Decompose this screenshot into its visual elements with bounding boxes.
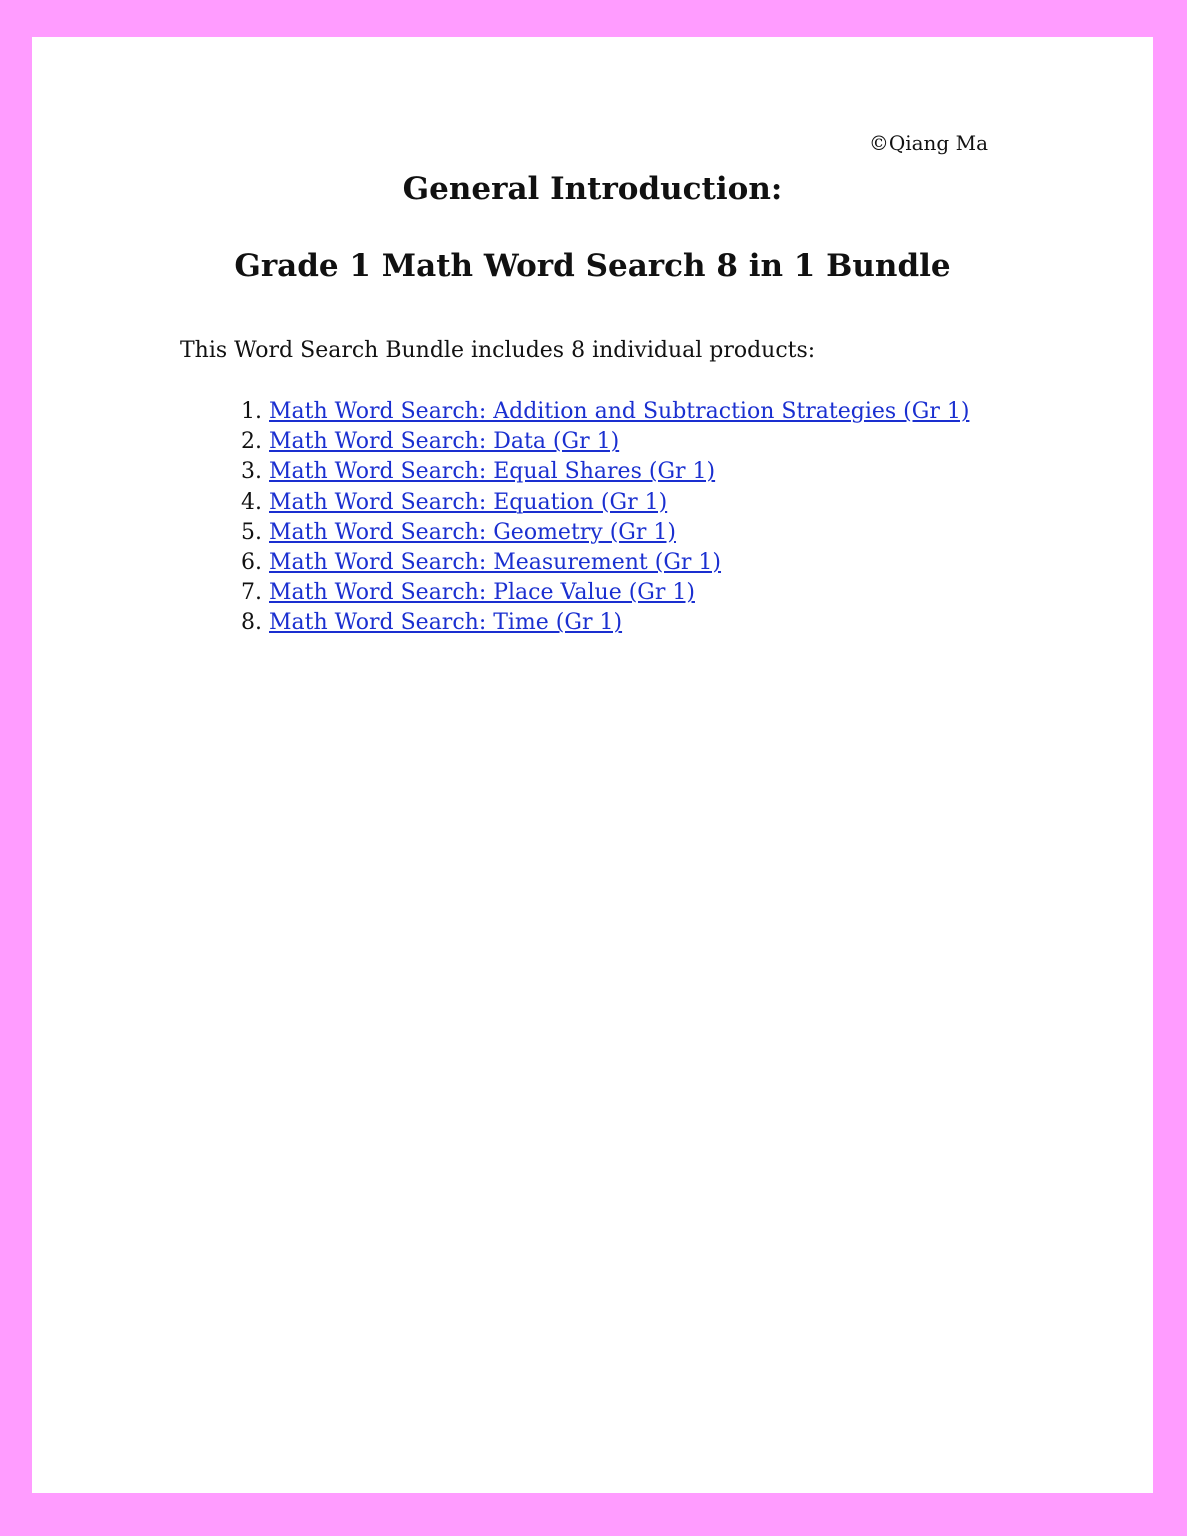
list-item-number: 7. (241, 580, 262, 606)
product-link-equation[interactable]: Math Word Search: Equation (Gr 1) (269, 489, 668, 515)
list-item-number: 2. (241, 429, 262, 455)
product-link-time[interactable]: Math Word Search: Time (Gr 1) (269, 610, 623, 636)
product-link-equal-shares[interactable]: Math Word Search: Equal Shares (Gr 1) (269, 459, 716, 485)
intro-text: This Word Search Bundle includes 8 individual products: (180, 338, 816, 363)
copyright-notice: ©Qiang Ma (868, 131, 988, 155)
document-page (32, 37, 1153, 1493)
page-title: General Introduction: (402, 171, 783, 207)
list-item-number: 3. (241, 459, 262, 485)
product-list (222, 397, 969, 639)
list-item-number: 5. (241, 519, 262, 545)
product-link-data[interactable]: Math Word Search: Data (Gr 1) (269, 429, 620, 455)
list-item (222, 457, 969, 487)
product-link-addition-subtraction[interactable]: Math Word Search: Addition and Subtraction Strategies (Gr 1) (269, 399, 970, 424)
product-link-geometry[interactable]: Math Word Search: Geometry (Gr 1) (269, 519, 676, 545)
list-item-number: 8. (241, 610, 262, 636)
list-item-number: 1. (241, 399, 262, 424)
page-subtitle: Grade 1 Math Word Search 8 in 1 Bundle (234, 248, 951, 284)
list-item (222, 548, 969, 578)
list-item-number: 6. (241, 549, 262, 575)
list-item (222, 427, 969, 457)
list-item (222, 488, 969, 518)
list-item-number: 4. (241, 489, 262, 515)
list-item (222, 608, 969, 638)
product-link-place-value[interactable]: Math Word Search: Place Value (Gr 1) (269, 580, 695, 606)
list-item (222, 397, 969, 427)
product-link-measurement[interactable]: Math Word Search: Measurement (Gr 1) (269, 549, 722, 575)
list-item (222, 578, 969, 608)
list-item (222, 518, 969, 548)
